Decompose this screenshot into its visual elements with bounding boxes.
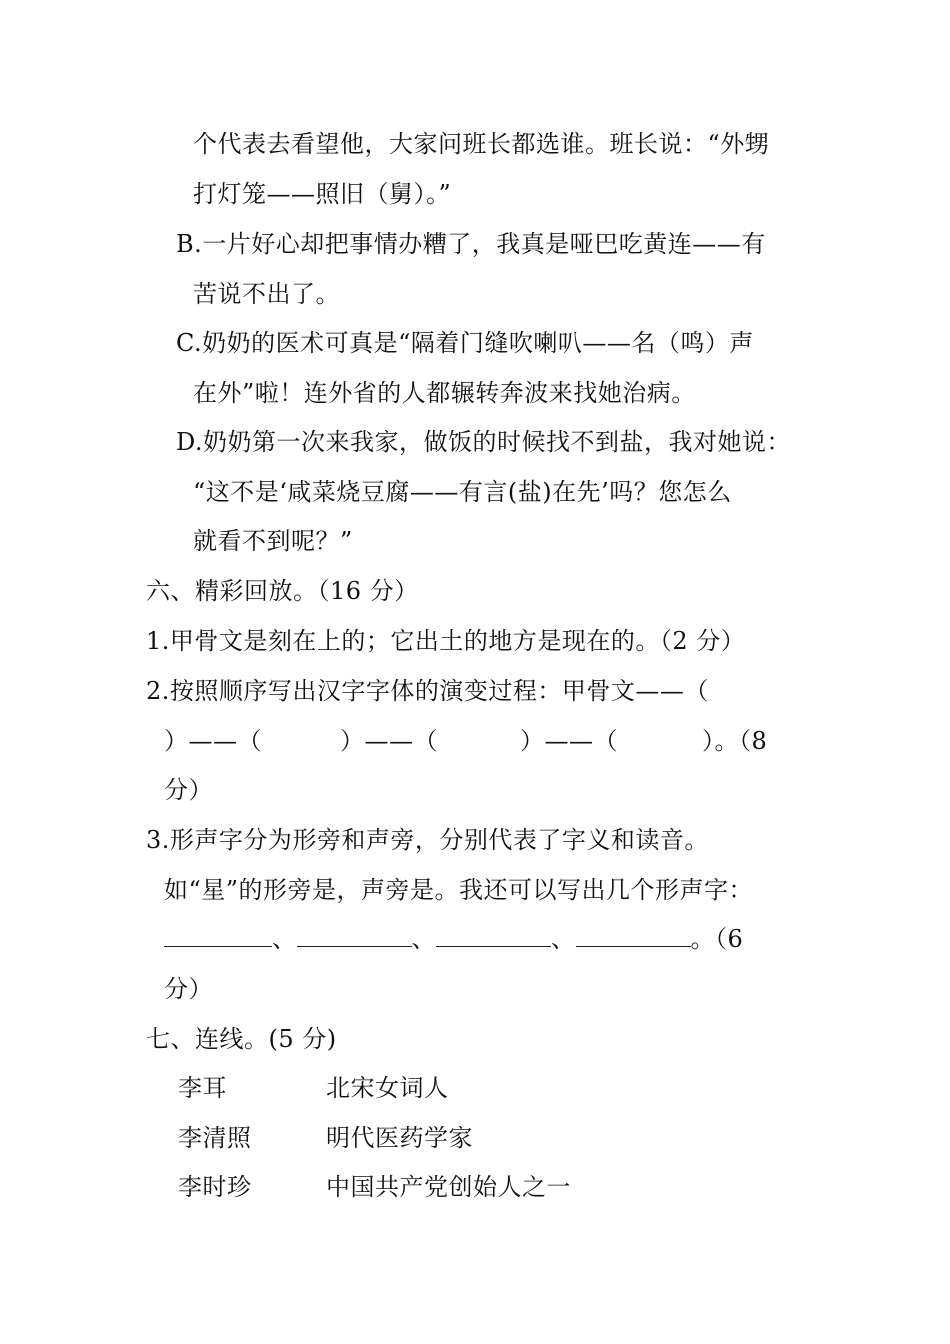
question-3-line-1: 3.形声字分为形旁和声旁，分别代表了字义和读音。 [146,826,709,854]
answer-blank-2[interactable] [297,924,412,947]
match-left-item[interactable]: 李耳 [178,1074,227,1102]
question-2-line-1: 2.按照顺序写出汉字字体的演变过程：甲骨文——（ [146,677,709,705]
match-left-item[interactable]: 李时珍 [178,1173,252,1201]
answer-blank-3[interactable] [436,924,551,947]
q2-seg-2: ）——（ [340,727,438,755]
q2-seg-1: ）——（ [164,727,262,755]
option-d-line-2: “这不是‘咸菜烧豆腐——有言(盐)在先’吗？您怎么 [193,478,732,506]
q2-seg-4: ）。（8 [702,727,768,755]
match-right-item[interactable]: 明代医药学家 [326,1124,473,1152]
option-d-line-3: 就看不到呢？” [193,527,353,555]
option-a-continuation-1: 个代表去看望他，大家问班长都选谁。班长说：“外甥 [193,130,770,158]
question-3-line-3 [164,923,743,955]
option-d-line-1: D.奶奶第一次来我家，做饭的时候找不到盐，我对她说： [176,428,792,456]
option-b-line-2: 苦说不出了。 [193,280,340,308]
answer-blank-4[interactable] [576,924,691,947]
section-7-title: 七、连线。(5 分) [146,1025,337,1053]
option-b-line-1: B.一片好心却把事情办糟了，我真是哑巴吃黄连——有 [176,230,766,258]
option-c-line-2: 在外”啦！连外省的人都辗转奔波来找她治病。 [193,379,696,407]
q3-sep-3: 、 [551,925,576,953]
question-3-line-2: 如“星”的形旁是，声旁是。我还可以写出几个形声字： [164,876,754,904]
option-c-line-1: C.奶奶的医术可真是“隔着门缝吹喇叭——名（鸣）声 [176,329,754,357]
answer-blank-1[interactable] [164,924,272,947]
q3-sep-1: 、 [272,925,297,953]
match-right-item[interactable]: 北宋女词人 [326,1074,449,1102]
match-right-item[interactable]: 中国共产党创始人之一 [326,1173,571,1201]
match-left-item[interactable]: 李清照 [178,1124,252,1152]
q2-seg-3: ）——（ [520,727,618,755]
question-3-line-4: 分） [164,975,213,1003]
option-a-continuation-2: 打灯笼——照旧（舅）。” [193,180,452,208]
q3-sep-2: 、 [411,925,436,953]
question-1: 1.甲骨文是刻在上的；它出土的地方是现在的。（2 分） [146,627,746,655]
section-6-title: 六、精彩回放。（16 分） [146,577,419,605]
question-2-line-3: 分） [164,776,213,804]
q3-end: 。（6 [690,925,744,953]
question-2-line-2 [164,725,767,757]
